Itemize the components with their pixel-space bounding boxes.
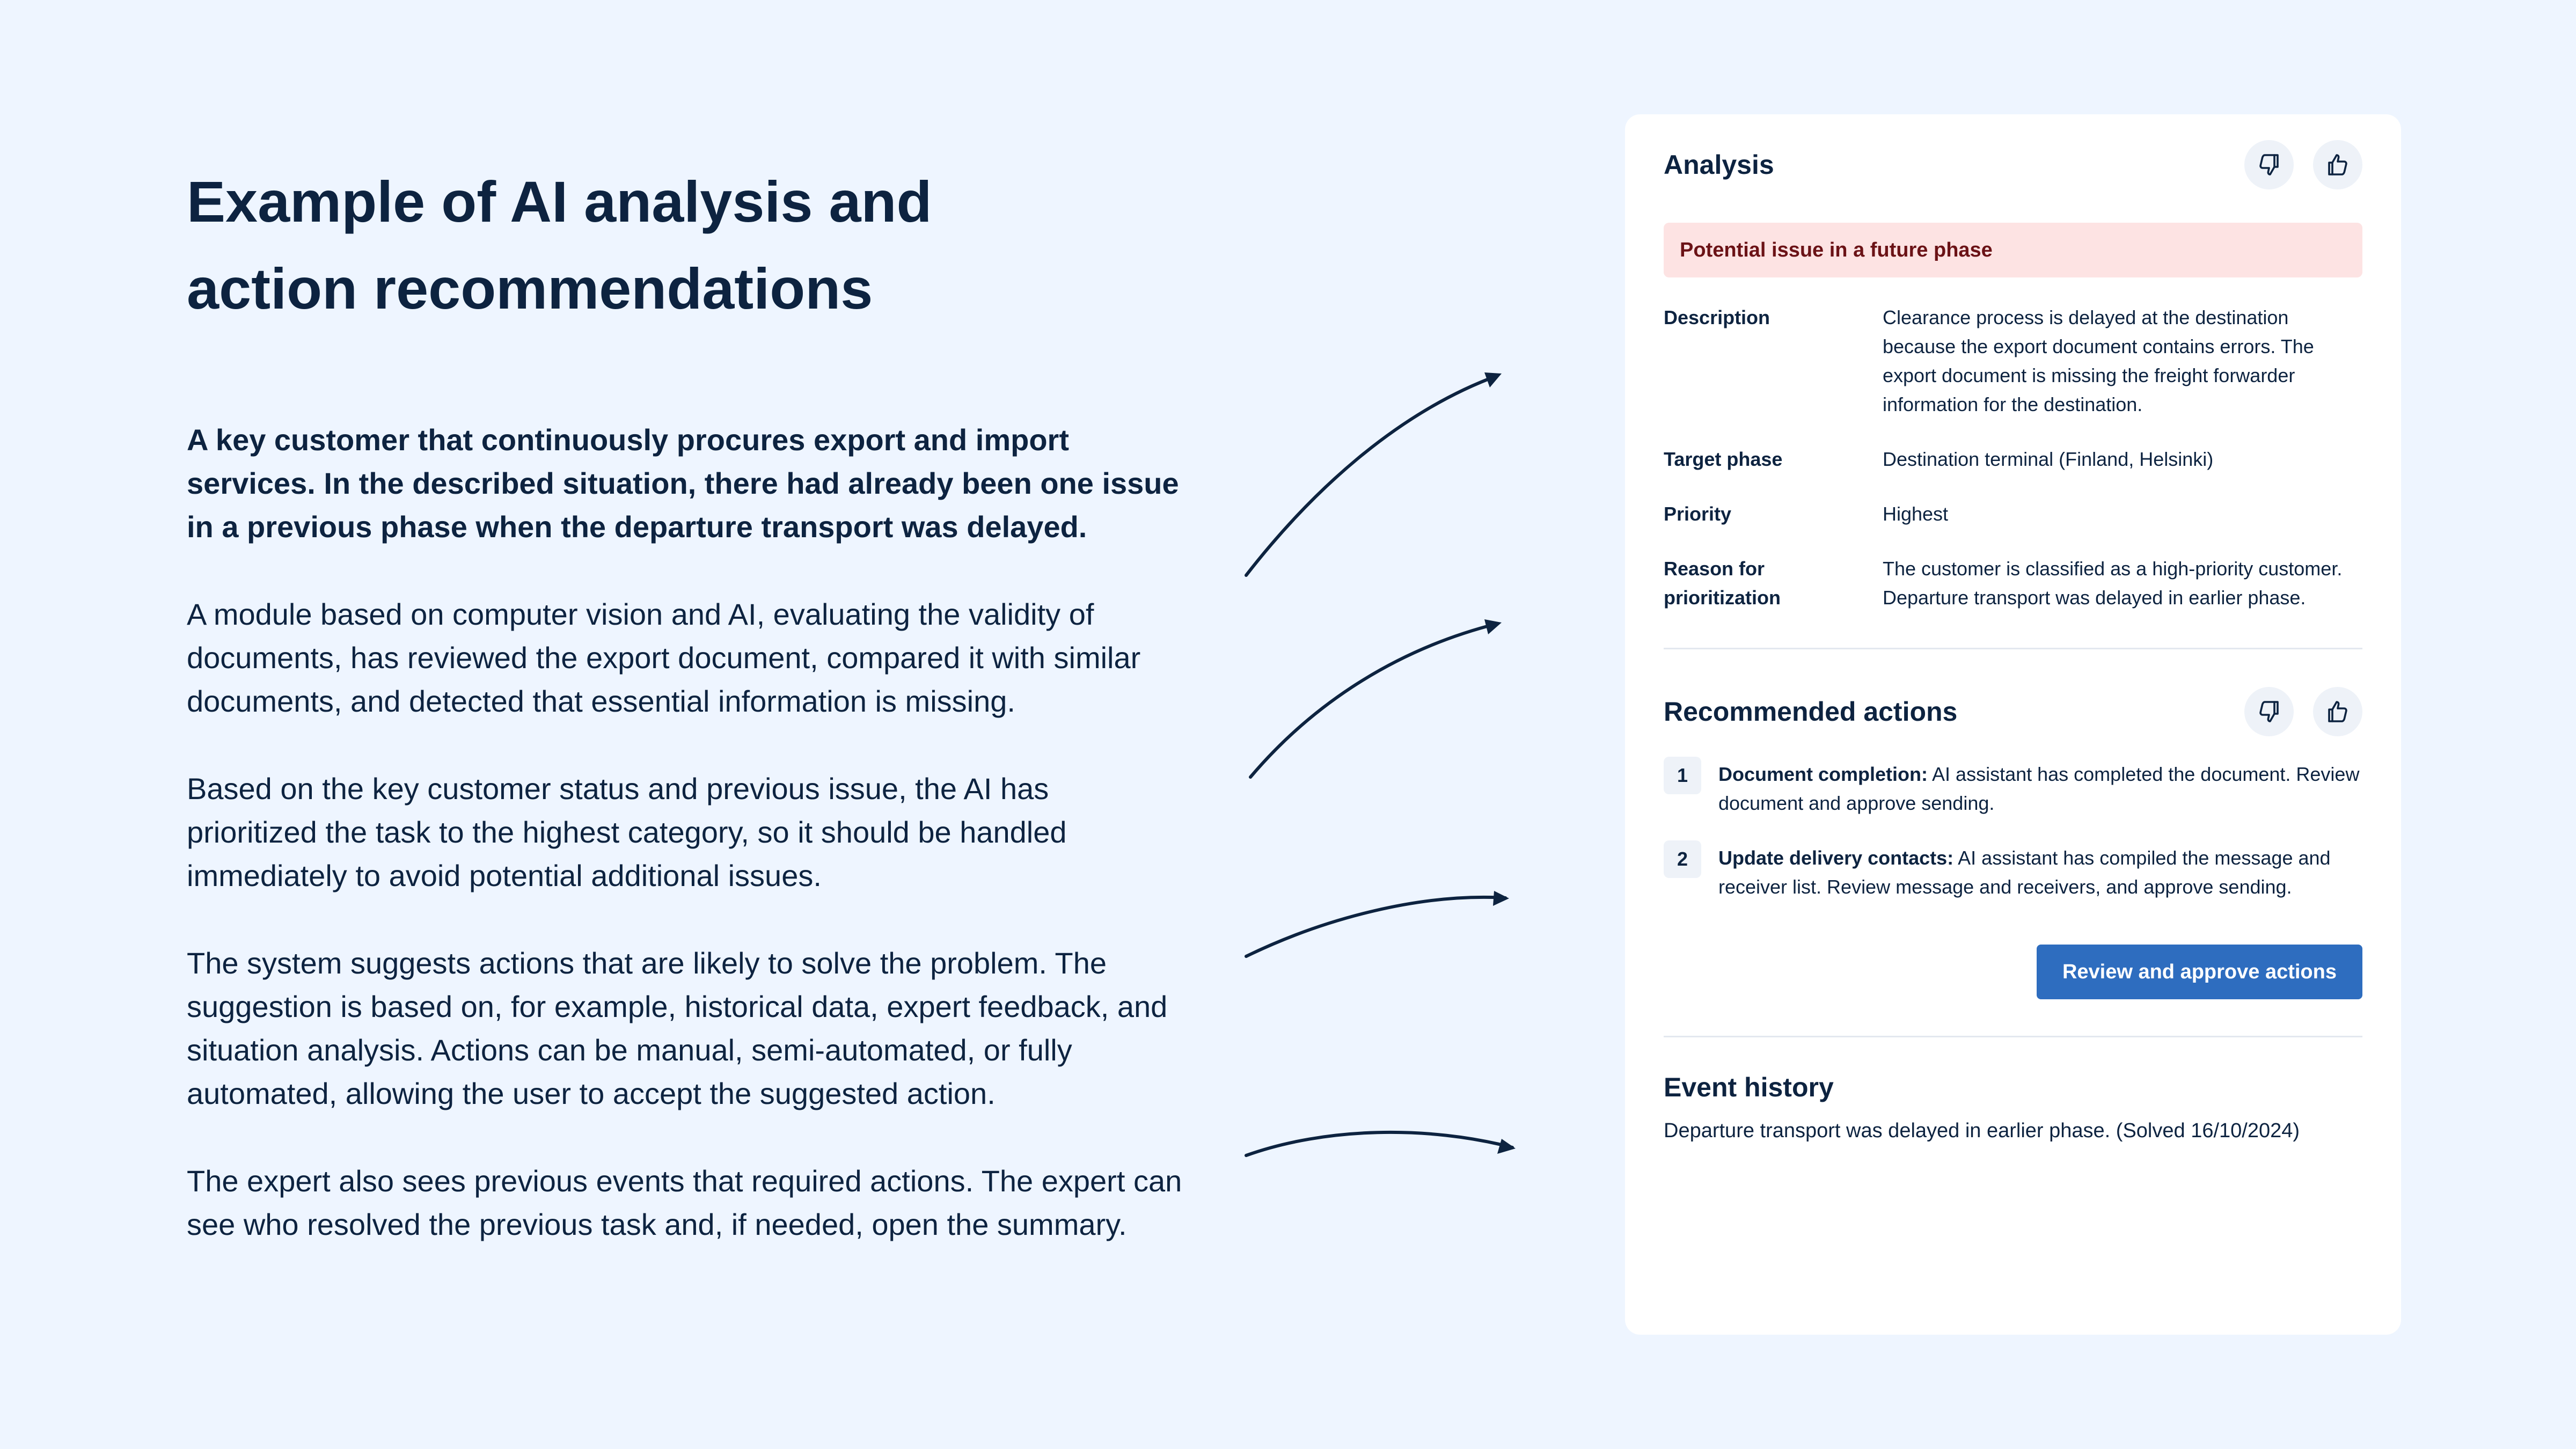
- analysis-header: [1664, 139, 2362, 191]
- arrow-to-recommended: [1246, 897, 1505, 956]
- detail-row-description: [1664, 303, 2362, 419]
- action-number: 2: [1664, 840, 1701, 878]
- action-number: 1: [1664, 757, 1701, 794]
- paragraph-intro: A key customer that continuously procures export and import services. In the described situation, there had already been one issue in a previous phase when the departure transport was delayed.: [187, 423, 1179, 544]
- history-section: [1664, 1037, 2362, 1146]
- detail-row-target-phase: [1664, 445, 2362, 474]
- detail-row-reason: [1664, 554, 2362, 612]
- detail-value: Highest: [1883, 503, 1949, 525]
- arrowhead-3: [1493, 891, 1509, 906]
- thumbs-up-icon[interactable]: [2313, 687, 2362, 736]
- action-text: [1718, 760, 2362, 818]
- action-description: AI assistant has compiled the message and receiver list. Review message and receivers, and approve sending.: [1718, 847, 2331, 898]
- slide-text-column: [187, 158, 1206, 1290]
- recommended-header: [1664, 686, 2362, 737]
- history-title: Event history: [1664, 1072, 1834, 1102]
- arrowhead-4: [1497, 1139, 1516, 1154]
- action-title: Update delivery contacts:: [1718, 847, 1954, 869]
- analysis-section: [1664, 114, 2362, 612]
- detail-label: Reason for prioritization: [1664, 558, 1781, 609]
- analysis-title: Analysis: [1664, 150, 1774, 180]
- arrow-to-history: [1246, 1132, 1512, 1155]
- paragraph-history: The expert also sees previous events that required actions. The expert can see who resolved the previous task and, if needed, open the summary.: [187, 1164, 1182, 1241]
- detail-value: Clearance process is delayed at the destination because the export document contains errors. The export document is missing the freight forwarder information for the destination.: [1883, 306, 2314, 415]
- paragraph-list: [187, 418, 1206, 1246]
- arrow-to-description: [1246, 376, 1497, 575]
- analysis-details: [1664, 303, 2362, 612]
- page-title: Example of AI analysis and action recommendations: [187, 169, 932, 321]
- review-approve-button[interactable]: Review and approve actions: [2037, 945, 2362, 999]
- detail-label: Priority: [1664, 503, 1732, 525]
- paragraph-actions: The system suggests actions that are likely to solve the problem. The suggestion is based on, for example, historical data, expert feedback, and situation analysis. Actions can be manual, semi-automated, or fully automated, allowing the user to accept the suggested action.: [187, 946, 1168, 1110]
- arrow-to-priority: [1250, 624, 1497, 777]
- action-item: [1664, 760, 2362, 818]
- action-item: [1664, 844, 2362, 902]
- detail-value: The customer is classified as a high-priority customer. Departure transport was delayed in earlier phase.: [1883, 558, 2343, 609]
- approve-row: [1664, 945, 2362, 999]
- recommended-actions-list: [1664, 760, 2362, 902]
- recommended-section: [1664, 649, 2362, 999]
- paragraph-analysis: A module based on computer vision and AI, evaluating the validity of documents, has reviewed the export document, compared it with similar documents, and detected that essential information is missing.: [187, 597, 1141, 718]
- action-text: [1718, 844, 2362, 902]
- history-entry: Departure transport was delayed in earlier phase. (Solved 16/10/2024): [1664, 1119, 2300, 1142]
- recommended-title: Recommended actions: [1664, 697, 1958, 727]
- analysis-feedback: [2244, 140, 2362, 189]
- action-title: Document completion:: [1718, 763, 1928, 785]
- arrowhead-1: [1484, 372, 1502, 387]
- analysis-panel: [1625, 114, 2401, 1335]
- detail-label: Description: [1664, 306, 1770, 328]
- arrowhead-2: [1484, 619, 1502, 634]
- paragraph-priority: Based on the key customer status and previous issue, the AI has prioritized the task to the highest category, so it should be handled immediately to avoid potential additional issues.: [187, 772, 1067, 892]
- issue-alert-badge: Potential issue in a future phase: [1664, 223, 2362, 277]
- thumbs-down-icon[interactable]: [2244, 687, 2294, 736]
- detail-label: Target phase: [1664, 448, 1783, 470]
- action-description: AI assistant has completed the document. Review document and approve sending.: [1718, 763, 2360, 814]
- thumbs-up-icon[interactable]: [2313, 140, 2362, 189]
- recommended-feedback: [2244, 687, 2362, 736]
- detail-value: Destination terminal (Finland, Helsinki): [1883, 448, 2214, 470]
- thumbs-down-icon[interactable]: [2244, 140, 2294, 189]
- detail-row-priority: [1664, 500, 2362, 529]
